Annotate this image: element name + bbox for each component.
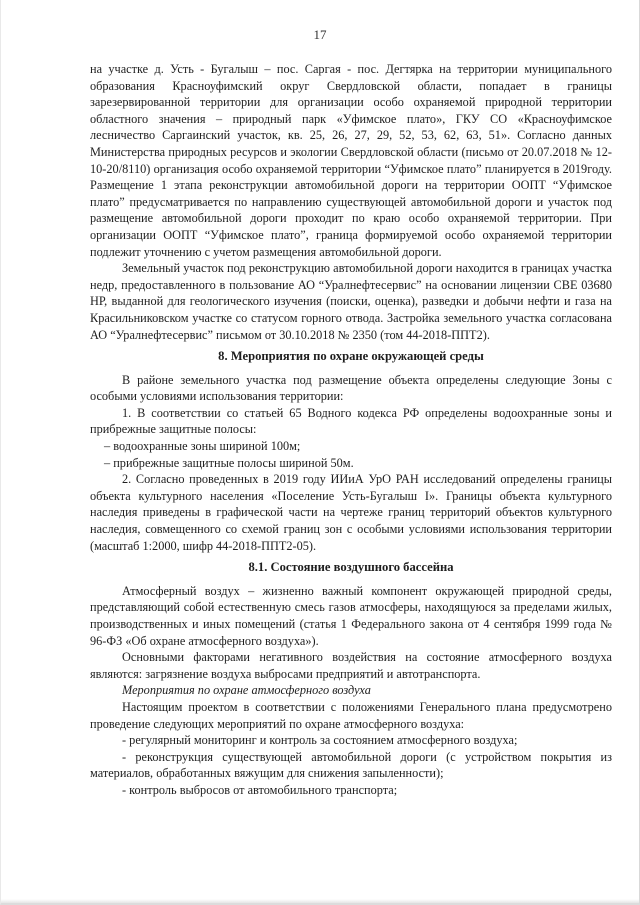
section-8-1-subheading: Мероприятия по охране атмосферного воздуха xyxy=(122,683,371,698)
section-8-1-list-item-2: - реконструкция существующей автомобильной дороги (с устройством покрытия из материалов, обработанных вяжущим для снижения запыленности); xyxy=(90,749,612,781)
section-8-1-heading: 8.1. Состояние воздушного бассейна xyxy=(248,560,454,575)
intro-paragraph-1: на участке д. Усть - Бугалыш – пос. Саргая - пос. Дегтярка на территории муниципального образования Красноуфимский округ Свердловской области, попадает в границы зарезервированной территории для организации особо охраняемой природной территории областного значения – природный парк «Уфимское плато», ГКУ СО «Красноуфимское лесничество Саргаинский участок, кв. 25, 26, 27, 29, 52, 53, 62, 63, 51». Согласно данных Министерства природных ресурсов и экологии Свердловской области (письмо от 20.07.2018 № 12-10-20/8110) организация особо охраняемой территории “Уфимское плато” планируется в 2019году. Размещение 1 этапа реконструкции автомобильной дороги на территории ООПТ “Уфимское плато” предусматривается по направлению существующей автомобильной дороги и участок под размещение автомобильной дороги проходит по краю особо охраняемой территории. При организации ООПТ “Уфимское плато”, граница формируемой особо охраняемой территории подлежит уточнению с учетом размещения автомобильной дороги. xyxy=(90,62,612,259)
page-content xyxy=(90,61,612,799)
section-8-1-paragraph-1: Атмосферный воздух – жизненно важный компонент окружающей природной среды, представляющий собой естественную смесь газов атмосферы, находящуюся за пределами жилых, производственных и иных помещений (статья 1 Федерального закона от 4 сентября 1999 года № 96-ФЗ «Об охране атмосферного воздуха»). xyxy=(90,583,612,648)
section-8-1-paragraph-2: Основными факторами негативного воздействия на состояние атмосферного воздуха являются: загрязнение воздуха выбросами предприятий и автотранспорта. xyxy=(90,650,612,681)
section-8-dash-item-2: – прибрежные защитные полосы шириной 50м. xyxy=(104,455,354,470)
section-8-paragraph-1: В районе земельного участка под размещение объекта определены следующие Зоны с особыми условиями использования территории: xyxy=(90,372,612,404)
intro-paragraph-2: Земельный участок под реконструкцию автомобильной дороги находится в границах участка недр, предоставленного в пользование АО “Уралнефтесервис” на основании лицензии СВЕ 03680 НР, выданной для геологического изучения (поиски, оценка), разведки и добычи нефти и газа на Красильниковском участке со статусом горного отвода. Застройка земельного участка согласована АО “Уралнефтесервис” письмом от 30.10.2018 № 2350 (том 44-2018-ППТ2). xyxy=(90,261,612,342)
section-8-dash-item-1: – водоохранные зоны шириной 100м; xyxy=(104,439,301,454)
page-number: 17 xyxy=(313,27,327,42)
page-bottom-edge xyxy=(1,899,639,903)
section-8-heading: 8. Мероприятия по охране окружающей среды xyxy=(218,349,484,364)
section-8-1-paragraph-3: Настоящим проектом в соответствии с положениями Генерального плана предусмотрено проведение следующих мероприятий по охране атмосферного воздуха: xyxy=(90,699,612,731)
section-8-paragraph-2: 1. В соответствии со статьей 65 Водного кодекса РФ определены водоохранные зоны и прибрежные защитные полосы: xyxy=(90,405,612,437)
section-8-1-list-item-1: - регулярный мониторинг и контроль за состоянием атмосферного воздуха; xyxy=(122,733,518,748)
section-8-1-list-item-3: - контроль выбросов от автомобильного транспорта; xyxy=(122,782,398,797)
section-8-paragraph-3: 2. Согласно проведенных в 2019 году ИИиА УрО РАН исследований определены границы объекта культурного населения «Поселение Усть-Бугалыш I». Границы объекта культурного наследия приведены в графической части на чертеже границ территорий объектов культурного наследия, совмещенного со схемой границ зон с особыми условиями использования территории (масштаб 1:2000, шифр 44-2018-ППТ2-05). xyxy=(90,472,612,553)
